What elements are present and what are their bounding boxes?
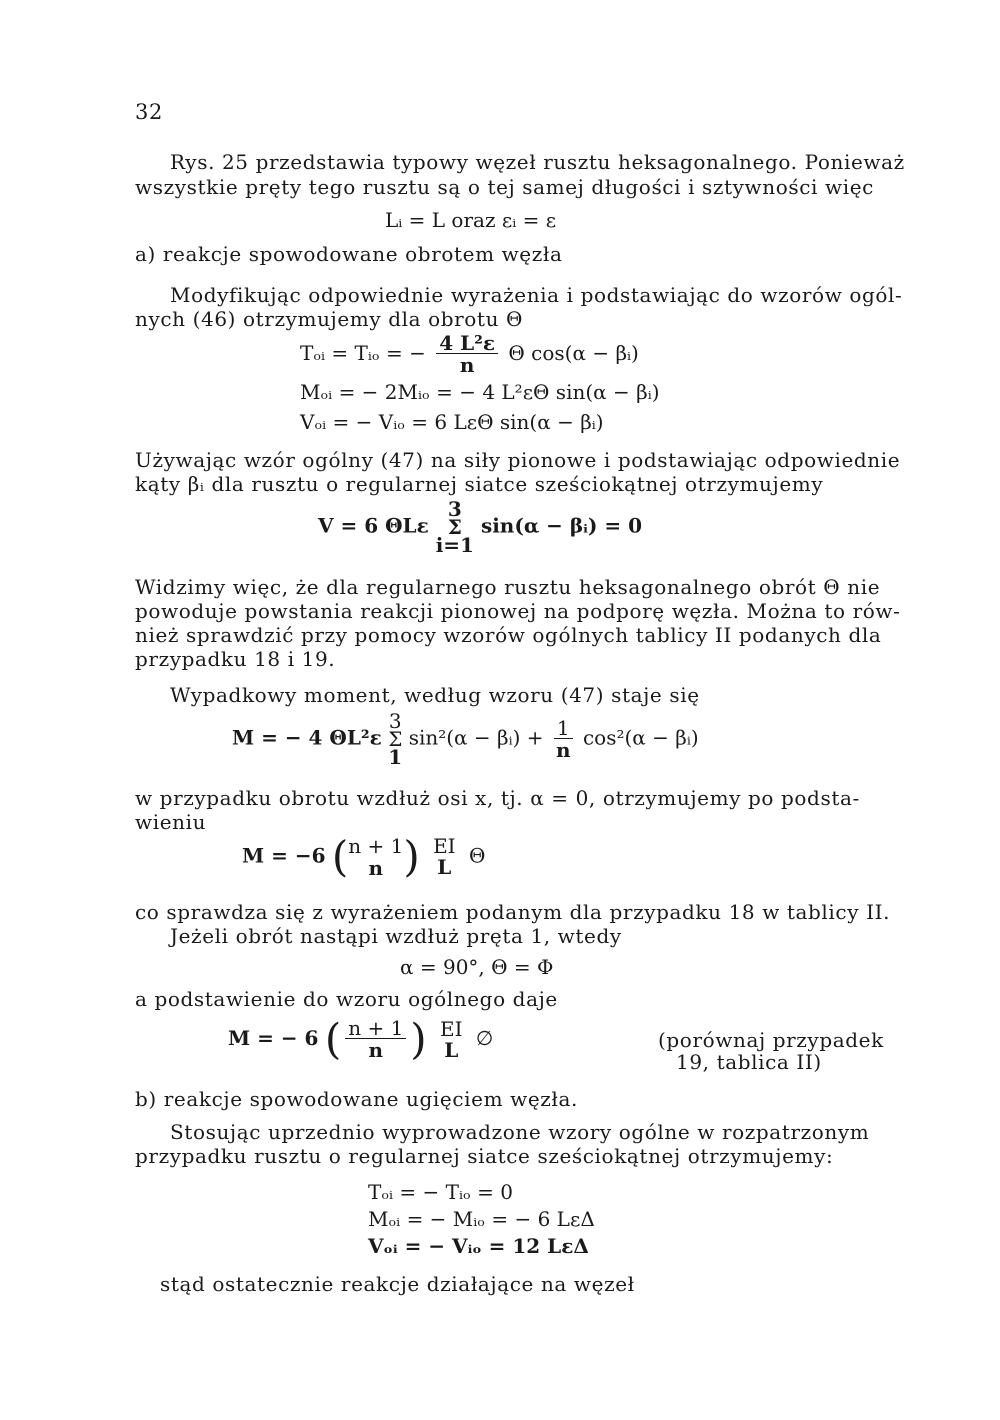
para7-line1: co sprawdza się z wyrażeniem podanym dla przypadku 18 w tablicy II. — [135, 900, 891, 924]
para10: stąd ostatecznie reakcje działające na węzeł — [160, 1272, 635, 1296]
para4-line4: przypadku 18 i 19. — [135, 647, 336, 671]
equation-m: Mₒᵢ = − 2Mᵢₒ = − 4 L²εΘ sin(α − βᵢ) — [300, 380, 660, 404]
sigma-symbol: Σ — [388, 727, 403, 751]
equation-m-final-left: M = − 6 — [228, 1026, 319, 1050]
equation-m-binom-left: M = −6 — [242, 843, 326, 868]
right-paren: ) — [403, 832, 420, 881]
para8: a podstawienie do wzoru ogólnego daje — [135, 987, 558, 1011]
equation-m-binom-right: Θ — [468, 843, 486, 868]
fraction-numerator: EI — [433, 834, 456, 858]
para2-line2: nych (46) otrzymujemy dla obrotu Θ — [135, 307, 524, 331]
heading-a: a) reakcje spowodowane obrotem węzła — [135, 242, 563, 266]
heading-b: b) reakcje spowodowane ugięciem węzła. — [135, 1087, 578, 1111]
equation-v-sum-left: V = 6 ΘLε — [318, 513, 429, 538]
equation-b-t: Tₒᵢ = − Tᵢₒ = 0 — [368, 1180, 513, 1204]
fraction-numerator: EI — [440, 1016, 463, 1041]
equation-v-sum-sigma — [435, 497, 474, 557]
fraction-denominator: n — [368, 1038, 384, 1062]
sum-upper-limit: 3 — [388, 709, 402, 733]
equation-li: Lᵢ = L oraz εᵢ = ε — [385, 208, 557, 232]
equation-m-sum-left: M = − 4 ΘL²ε — [232, 725, 382, 750]
para4-line3: nież sprawdzić przy pomocy wzorów ogólnych tablicy II podanych dla — [135, 623, 882, 647]
equation-v-sum-right: sin(α − βᵢ) = 0 — [480, 513, 643, 538]
equation-t-left: Tₒᵢ = Tᵢₒ = − — [300, 341, 426, 365]
fraction-denominator: L — [437, 855, 452, 879]
equation-m-final-right: ∅ — [475, 1026, 494, 1050]
sigma-symbol: Σ — [447, 515, 462, 539]
fraction-denominator: n — [555, 737, 571, 762]
para6-line1: w przypadku obrotu wzdłuż osi x, tj. α = 0, otrzymujemy po podsta- — [135, 786, 860, 810]
fraction-numerator: n + 1 — [345, 1018, 406, 1039]
equation-t-denominator: n — [459, 353, 475, 377]
equation-m-sum-sigma — [388, 709, 403, 769]
para3-line1: Używając wzór ogólny (47) na siły pionowe i podstawiając odpowiednie — [135, 448, 901, 472]
sum-lower-limit: 1 — [388, 745, 403, 769]
para4-line2: powoduje powstania reakcji pionowej na podporę węzła. Można to rów- — [135, 599, 901, 623]
equation-t-fraction — [436, 333, 498, 376]
equation-m-final-fraction2 — [437, 1016, 466, 1062]
para4-line1: Widzimy więc, że dla regularnego rusztu heksagonalnego obrót Θ nie — [135, 575, 881, 599]
equation-v: Vₒᵢ = − Vᵢₒ = 6 LεΘ sin(α − βᵢ) — [300, 410, 604, 434]
para5: Wypadkowy moment, według wzoru (47) staje się — [170, 683, 700, 707]
para6-line2: wieniu — [135, 810, 207, 834]
binomial — [348, 835, 403, 879]
equation-t-right: Θ cos(α − βᵢ) — [508, 341, 639, 365]
equation-m-sum — [232, 709, 699, 769]
para1-line2: wszystkie pręty tego rusztu są o tej samej długości i sztywności więc — [135, 175, 874, 199]
equation-b-m: Mₒᵢ = − Mᵢₒ = − 6 LεΔ — [368, 1207, 595, 1231]
equation-m-final-fraction1 — [345, 1018, 406, 1061]
equation-v-sum — [318, 497, 643, 557]
equation-t-numerator: 4 L²ε — [436, 333, 498, 354]
equation-m-sum-mid: sin²(α − βᵢ) + — [408, 725, 544, 750]
note-line1: (porównaj przypadek — [658, 1028, 884, 1052]
equation-m-binom-fraction — [430, 836, 459, 878]
right-paren: ) — [410, 1014, 427, 1064]
note-line2: 19, tablica II) — [676, 1050, 822, 1074]
binomial-bottom: n — [368, 856, 384, 880]
left-paren: ( — [331, 832, 349, 881]
equation-alpha: α = 90°, Θ = Φ — [400, 955, 554, 979]
page-number: 32 — [135, 100, 163, 124]
equation-m-sum-fraction — [554, 715, 573, 762]
para9-line2: przypadku rusztu o regularnej siatce sześciokątnej otrzymujemy: — [135, 1144, 834, 1168]
sum-upper-limit: 3 — [447, 497, 462, 521]
equation-b-v: Vₒᵢ = − Vᵢₒ = 12 LεΔ — [368, 1234, 589, 1258]
para7-line2: Jeżeli obrót nastąpi wzdłuż pręta 1, wtedy — [170, 924, 622, 948]
para9-line1: Stosując uprzednio wyprowadzone wzory ogólne w rozpatrzonym — [170, 1120, 870, 1144]
left-paren: ( — [324, 1014, 342, 1064]
binomial-top: n + 1 — [348, 834, 404, 858]
sum-lower-limit: i=1 — [435, 533, 474, 557]
equation-m-binom — [242, 832, 486, 881]
equation-m-final — [228, 1014, 494, 1064]
equation-t — [300, 333, 639, 376]
para1-line1: Rys. 25 przedstawia typowy węzeł rusztu heksagonalnego. Ponieważ — [170, 150, 905, 174]
equation-m-sum-right: cos²(α − βᵢ) — [582, 725, 699, 750]
para2-line1: Modyfikując odpowiednie wyrażenia i podstawiając do wzorów ogól- — [170, 283, 903, 307]
para3-line2: kąty βᵢ dla rusztu o regularnej siatce sześciokątnej otrzymujemy — [135, 472, 824, 496]
fraction-numerator: 1 — [554, 718, 573, 739]
fraction-denominator: L — [444, 1037, 459, 1062]
